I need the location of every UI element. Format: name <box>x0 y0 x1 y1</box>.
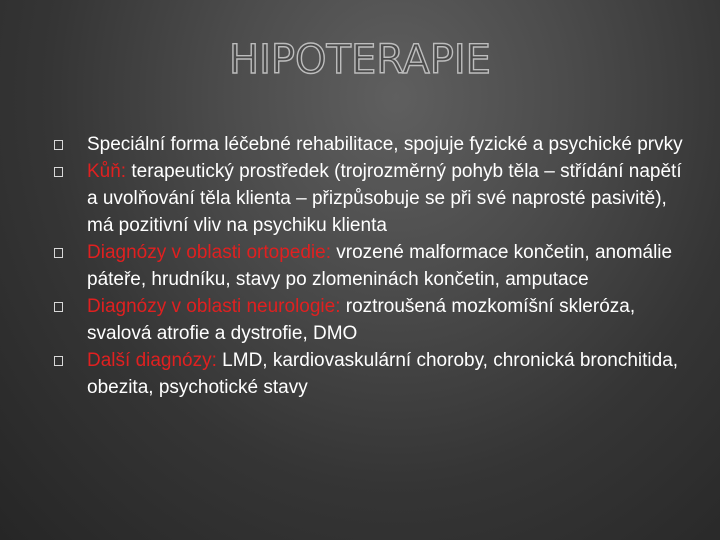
bullet-text: LMD, kardiovaskulární choroby, chronická bronchitida, obezita, psychotické stavy <box>87 350 679 398</box>
bullet-box-icon <box>54 167 63 177</box>
bullet-highlight: Další diagnózy: <box>87 350 217 371</box>
bullet-text: roztroušená mozkomíšní skleróza, svalová atrofie a dystrofie, DMO <box>87 296 636 344</box>
bullet-box-icon <box>54 302 63 312</box>
bullet-item <box>54 131 684 158</box>
bullet-highlight: Diagnózy v oblasti neurologie: <box>87 296 341 317</box>
bullet-box-icon <box>54 356 63 366</box>
bullet-box-icon <box>54 248 63 258</box>
bullet-box-icon <box>54 140 63 150</box>
bullet-item <box>54 239 684 293</box>
bullet-list <box>54 131 684 401</box>
bullet-text: Speciální forma léčebné rehabilitace, spojuje fyzické a psychické prvky <box>87 134 683 155</box>
bullet-item <box>54 347 684 401</box>
bullet-text: vrozené malformace končetin, anomálie páteře, hrudníku, stavy po zlomeninách končetin, amputace <box>87 242 673 290</box>
bullet-highlight: Kůň: <box>87 161 127 182</box>
bullet-item <box>54 293 684 347</box>
bullet-item <box>54 158 684 239</box>
bullet-text: terapeutický prostředek (trojrozměrný pohyb těla – střídání napětí a uvolňování těla klienta – přizpůsobuje se při své naprosté pasivitě), má pozitivní vliv na psychiku klienta <box>87 161 682 236</box>
bullet-highlight: Diagnózy v oblasti ortopedie: <box>87 242 331 263</box>
slide-title: HIPOTERAPIE <box>229 37 491 83</box>
